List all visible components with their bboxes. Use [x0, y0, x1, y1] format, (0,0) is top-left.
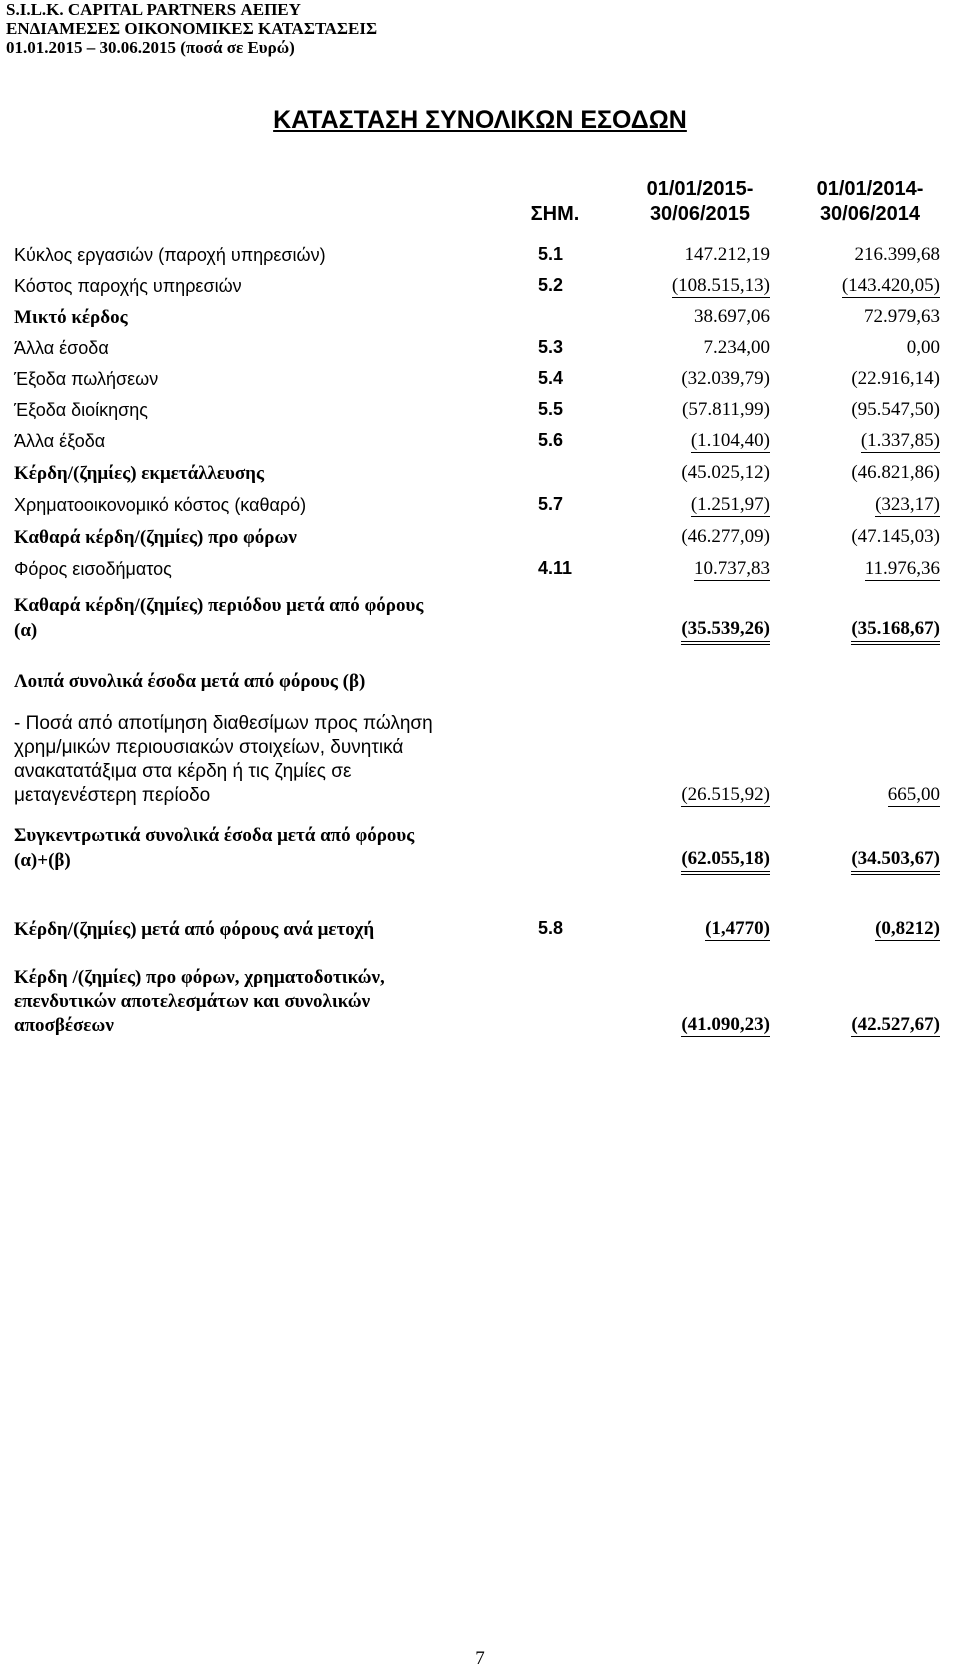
- row-label: Έξοδα πωλήσεων: [14, 369, 159, 389]
- row-prior-value: (143.420,05): [841, 275, 940, 296]
- row-prior-value: (95.547,50): [851, 399, 940, 420]
- row-prior-value: 216.399,68: [854, 244, 940, 265]
- eps-prior: (0,8212): [875, 918, 940, 939]
- ebitda-label: [14, 966, 385, 1038]
- row-label: Χρηματοοικονομικό κόστος (καθαρό): [14, 495, 307, 515]
- oci-item-line4: μεταγενέστερη περίοδο: [14, 785, 211, 806]
- row-current-value: (108.515,13): [671, 275, 770, 296]
- row-current-value: (45.025,12): [681, 462, 770, 483]
- row-label: Άλλα έσοδα: [14, 338, 109, 358]
- report-name: ΕΝΔΙΑΜΕΣΕΣ ΟΙΚΟΝΟΜΙΚΕΣ ΚΑΤΑΣΤΑΣΕΙΣ: [6, 19, 378, 38]
- oci-item-line2: χρημ/μικών περιουσιακών στοιχείων, δυνητικά: [14, 737, 404, 758]
- row-label: Κέρδη/(ζημίες) εκμετάλλευσης: [14, 463, 264, 484]
- net-after-tax-label: [14, 593, 423, 643]
- row-label: Μικτό κέρδος: [14, 307, 128, 328]
- total-comprehensive-label-line2: (α)+(β): [14, 850, 71, 871]
- row-note: 5.2: [538, 275, 564, 295]
- row-current-value: 38.697,06: [694, 306, 770, 327]
- row-prior-value: (323,17): [875, 494, 940, 515]
- row-current-value: (57.811,99): [682, 399, 770, 420]
- eps-current: (1,4770): [705, 918, 770, 939]
- row-note: 5.6: [538, 430, 564, 450]
- ebitda-label-line2: επενδυτικών αποτελεσμάτων και συνολικών: [14, 991, 371, 1012]
- ebitda-label-line3: αποσβέσεων: [14, 1015, 114, 1036]
- row-current-value: 10.737,83: [694, 558, 770, 579]
- row-note: 5.1: [538, 244, 564, 264]
- row-note: 4.11: [538, 558, 573, 578]
- eps-note: 5.8: [538, 918, 564, 938]
- row-note: 5.7: [538, 494, 564, 514]
- row-current-value: (32.039,79): [681, 368, 770, 389]
- current-period-header: [625, 177, 775, 227]
- report-period: 01.01.2015 – 30.06.2015 (ποσά σε Ευρώ): [6, 38, 295, 57]
- row-current-value: 147.212,19: [684, 244, 770, 265]
- row-current-value: 7.234,00: [703, 337, 770, 358]
- row-note: 5.5: [538, 399, 564, 419]
- row-prior-value: 72.979,63: [864, 306, 940, 327]
- total-comprehensive-label-line1: Συγκεντρωτικά συνολικά έσοδα μετά από φόρους: [14, 825, 415, 846]
- oci-item-text: [14, 712, 526, 808]
- row-label: Κόστος παροχής υπηρεσιών: [14, 276, 242, 296]
- row-note: 5.4: [538, 368, 564, 388]
- row-prior-value: (22.916,14): [851, 368, 940, 389]
- row-label: Φόρος εισοδήματος: [14, 559, 172, 579]
- total-comprehensive-current: (62.055,18): [681, 848, 770, 875]
- page-number: 7: [475, 1648, 485, 1669]
- row-prior-value: 0,00: [906, 337, 940, 358]
- oci-heading: Λοιπά συνολικά έσοδα μετά από φόρους (β): [14, 671, 366, 692]
- current-period-header-line2: 30/06/2015: [649, 203, 751, 225]
- row-prior-value: (46.821,86): [851, 462, 940, 483]
- row-current-value: (46.277,09): [681, 526, 770, 547]
- row-current-value: (1.251,97): [690, 494, 770, 515]
- prior-period-header-line1: 01/01/2014-: [816, 178, 924, 200]
- total-comprehensive-prior: (34.503,67): [851, 848, 940, 875]
- row-note: 5.3: [538, 337, 564, 357]
- total-comprehensive-label: [14, 823, 414, 873]
- oci-item-prior: 665,00: [887, 784, 940, 805]
- oci-item-current: (26.515,92): [681, 784, 770, 805]
- net-after-tax-current: (35.539,26): [681, 618, 770, 645]
- document-header: [6, 0, 377, 57]
- current-period-header-line1: 01/01/2015-: [646, 178, 754, 200]
- net-after-tax-prior: (35.168,67): [851, 618, 940, 645]
- note-column-header: ΣΗΜ.: [530, 203, 580, 225]
- row-label: Καθαρά κέρδη/(ζημίες) προ φόρων: [14, 527, 297, 548]
- net-after-tax-label-line2: (α): [14, 620, 38, 641]
- row-current-value: (1.104,40): [690, 430, 770, 451]
- ebitda-prior: (42.527,67): [851, 1014, 940, 1035]
- company-name: S.I.L.K. CAPITAL PARTNERS ΑΕΠΕΥ: [6, 0, 301, 19]
- row-label: Έξοδα διοίκησης: [14, 400, 148, 420]
- ebitda-label-line1: Κέρδη /(ζημίες) προ φόρων, χρηματοδοτικών,: [14, 967, 385, 988]
- prior-period-header-line2: 30/06/2014: [819, 203, 921, 225]
- eps-label: Κέρδη/(ζημίες) μετά από φόρους ανά μετοχή: [14, 919, 375, 940]
- oci-item-line3: ανακατατάξιμα στα κέρδη ή τις ζημίες σε: [14, 761, 352, 782]
- row-prior-value: (1.337,85): [860, 430, 940, 451]
- statement-title: ΚΑΤΑΣΤΑΣΗ ΣΥΝΟΛΙΚΩΝ ΕΣΟΔΩΝ: [273, 106, 687, 134]
- net-after-tax-label-line1: Καθαρά κέρδη/(ζημίες) περιόδου μετά από φόρους: [14, 595, 424, 616]
- row-prior-value: (47.145,03): [851, 526, 940, 547]
- ebitda-current: (41.090,23): [681, 1014, 770, 1035]
- oci-item-line1: - Ποσά από αποτίμηση διαθεσίμων προς πώληση: [14, 713, 433, 734]
- row-prior-value: 11.976,36: [864, 558, 940, 579]
- row-label: Άλλα έξοδα: [14, 431, 106, 451]
- row-label: Κύκλος εργασιών (παροχή υπηρεσιών): [14, 245, 326, 265]
- prior-period-header: [795, 177, 945, 227]
